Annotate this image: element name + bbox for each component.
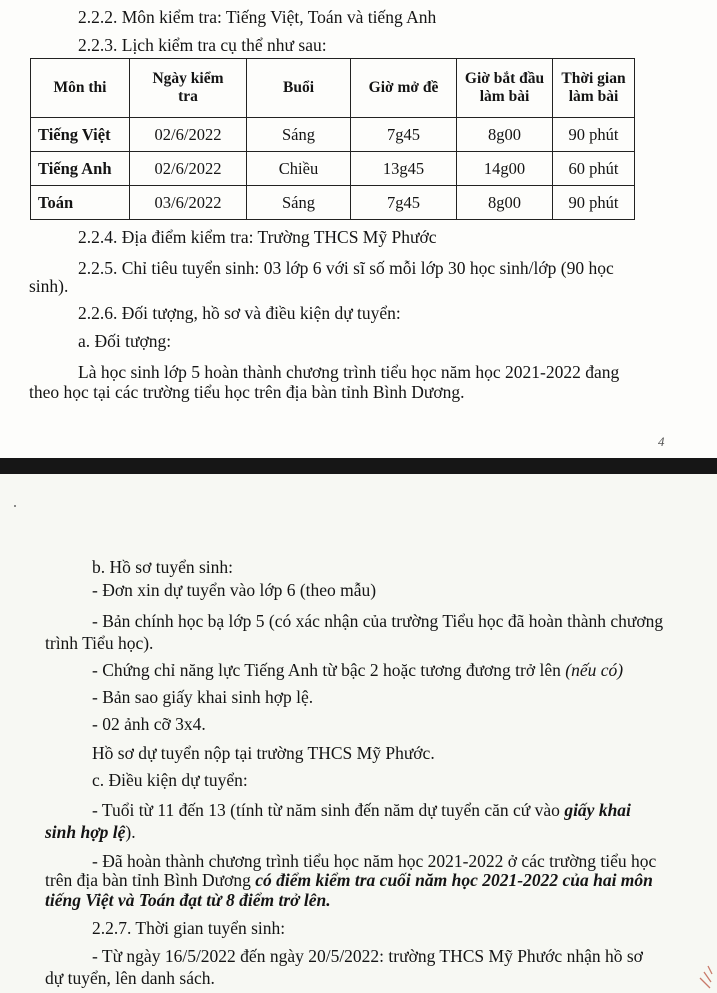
item-d1-line1: - Từ ngày 16/5/2022 đến ngày 20/5/2022: trường THCS Mỹ Phước nhận hồ sơ [92, 946, 643, 966]
table-cell: 02/6/2022 [130, 118, 247, 152]
item-b4: - Bản sao giấy khai sinh hợp lệ. [92, 687, 314, 707]
header-cell: Ngày kiểm tra [130, 59, 247, 118]
table-cell: Tiếng Việt [31, 118, 130, 152]
table-row [31, 118, 635, 152]
table-cell: 7g45 [351, 118, 457, 152]
table-cell: Tiếng Anh [31, 152, 130, 186]
section-2-2-4: 2.2.4. Địa điểm kiểm tra: Trường THCS Mỹ Phước [78, 227, 437, 247]
header-cell: Buổi [247, 59, 351, 118]
table-cell: Chiều [247, 152, 351, 186]
item-c1-line1: - Tuổi từ 11 đến 13 (tính từ năm sinh đến năm dự tuyển căn cứ vào giấy khai [92, 800, 631, 820]
table-cell: 02/6/2022 [130, 152, 247, 186]
item-b6: Hồ sơ dự tuyển nộp tại trường THCS Mỹ Phước. [92, 743, 435, 763]
subsection-a-heading: a. Đối tượng: [78, 331, 172, 351]
subsection-c-heading: c. Điều kiện dự tuyển: [92, 770, 248, 790]
section-2-2-3: 2.2.3. Lịch kiểm tra cụ thể như sau: [78, 35, 327, 55]
table-header-row [31, 59, 635, 118]
section-2-2-5-line2: sinh). [29, 276, 69, 296]
page-separator [0, 458, 717, 474]
section-2-2-2: 2.2.2. Môn kiểm tra: Tiếng Việt, Toán và tiếng Anh [78, 7, 437, 27]
table-cell: Sáng [247, 186, 351, 220]
table-cell: 8g00 [457, 118, 553, 152]
item-c1-line2: sinh hợp lệ). [45, 822, 136, 842]
item-c2-line3: tiếng Việt và Toán đạt từ 8 điểm trở lên. [45, 890, 331, 910]
scan-corner-mark [694, 964, 714, 990]
item-b5: - 02 ảnh cỡ 3x4. [92, 714, 206, 734]
item-d1-line2: dự tuyển, lên danh sách. [45, 968, 215, 988]
item-b2-line1: - Bản chính học bạ lớp 5 (có xác nhận của trường Tiểu học đã hoàn thành chương [92, 611, 664, 631]
table-cell: 14g00 [457, 152, 553, 186]
item-b3: - Chứng chỉ năng lực Tiếng Anh từ bậc 2 hoặc tương đương trở lên (nếu có) [92, 660, 624, 680]
table-row [31, 152, 635, 186]
exam-schedule-table [30, 58, 635, 220]
table-cell: 60 phút [553, 152, 635, 186]
table-cell: Toán [31, 186, 130, 220]
section-2-2-7: 2.2.7. Thời gian tuyển sinh: [92, 918, 286, 938]
scan-speck [14, 505, 16, 507]
header-cell: Giờ mở đề [351, 59, 457, 118]
section-2-2-5-line1: 2.2.5. Chỉ tiêu tuyển sinh: 03 lớp 6 với sĩ số mỗi lớp 30 học sinh/lớp (90 học [78, 258, 614, 278]
subsection-a-line1: Là học sinh lớp 5 hoàn thành chương trình tiểu học năm học 2021-2022 đang [78, 362, 620, 382]
subsection-a-line2: theo học tại các trường tiểu học trên địa bàn tỉnh Bình Dương. [29, 382, 465, 402]
item-c2-line2: trên địa bàn tỉnh Bình Dương có điểm kiểm tra cuối năm học 2021-2022 của hai môn [45, 870, 653, 890]
header-cell: Môn thi [31, 59, 130, 118]
table-cell: 90 phút [553, 118, 635, 152]
table-cell: 8g00 [457, 186, 553, 220]
table-cell: 90 phút [553, 186, 635, 220]
item-b2-line2: trình Tiểu học). [45, 633, 154, 653]
table-cell: Sáng [247, 118, 351, 152]
header-cell: Thời gian làm bài [553, 59, 635, 118]
table-cell: 13g45 [351, 152, 457, 186]
page-number: 4 [658, 434, 665, 449]
table-row [31, 186, 635, 220]
table-cell: 7g45 [351, 186, 457, 220]
table-cell: 03/6/2022 [130, 186, 247, 220]
item-c2-line1: - Đã hoàn thành chương trình tiểu học năm học 2021-2022 ở các trường tiểu học [92, 851, 657, 871]
item-b1: - Đơn xin dự tuyển vào lớp 6 (theo mẫu) [92, 580, 377, 600]
section-2-2-6: 2.2.6. Đối tượng, hồ sơ và điều kiện dự tuyển: [78, 303, 401, 323]
header-cell: Giờ bắt đầu làm bài [457, 59, 553, 118]
subsection-b-heading: b. Hồ sơ tuyển sinh: [92, 557, 233, 577]
